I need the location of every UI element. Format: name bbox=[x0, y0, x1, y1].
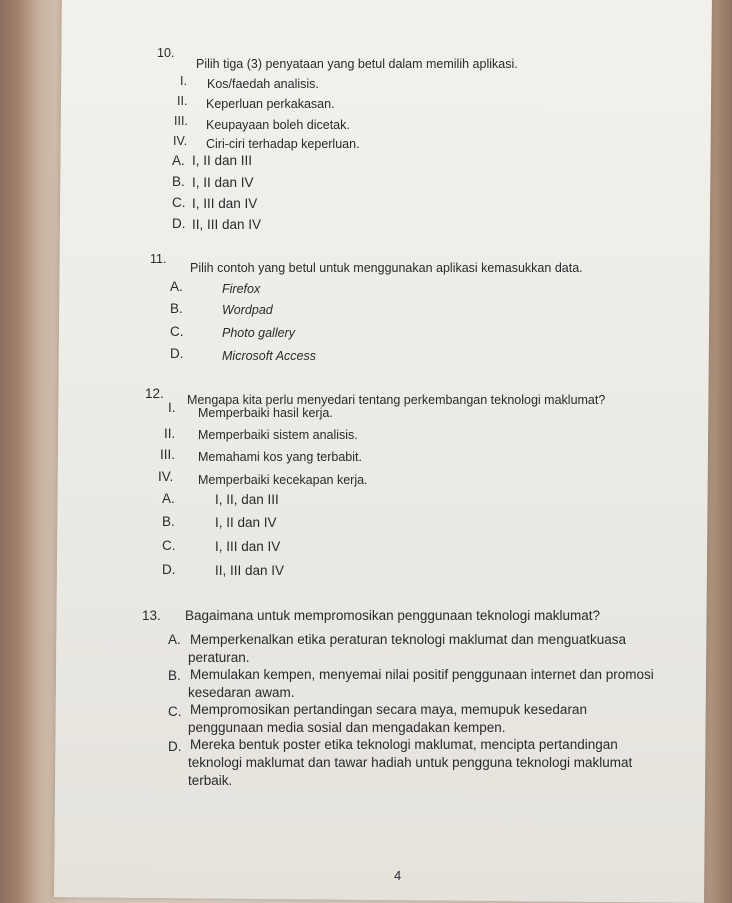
statement-label: III. bbox=[174, 114, 188, 128]
statement-label: IV. bbox=[173, 134, 188, 148]
question-text: Pilih tiga (3) penyataan yang betul dalam memilih aplikasi. bbox=[196, 57, 518, 71]
question-number: 12. bbox=[145, 386, 164, 401]
option-text-line: Memperkenalkan etika peraturan teknologi maklumat dan menguatkuasa bbox=[190, 632, 627, 647]
option-label: B. bbox=[162, 514, 175, 529]
option-text: I, III dan IV bbox=[192, 196, 258, 211]
option-text: I, II dan IV bbox=[215, 515, 277, 530]
statement-text: Keperluan perkakasan. bbox=[206, 97, 335, 111]
statement-text: Ciri-ciri terhadap keperluan. bbox=[206, 137, 360, 151]
statement-text: Memahami kos yang terbabit. bbox=[198, 450, 362, 464]
option-text-line: terbaik. bbox=[188, 773, 233, 788]
option-text: Firefox bbox=[222, 282, 261, 296]
option-label: D. bbox=[168, 739, 182, 754]
page-number: 4 bbox=[394, 868, 402, 883]
question-number: 10. bbox=[157, 46, 175, 60]
option-text: I, II, dan III bbox=[215, 492, 279, 507]
option-text: Microsoft Access bbox=[222, 349, 317, 363]
option-text-line: kesedaran awam. bbox=[188, 685, 295, 700]
option-label: C. bbox=[168, 704, 182, 719]
option-text-line: penggunaan media sosial dan mengadakan kempen. bbox=[188, 720, 506, 735]
option-text-line: teknologi maklumat dan tawar hadiah untuk pengguna teknologi maklumat bbox=[188, 755, 633, 770]
option-text-line: Mempromosikan pertandingan secara maya, memupuk kesedaran bbox=[190, 702, 587, 717]
option-label: C. bbox=[170, 324, 184, 339]
option-text: I, III dan IV bbox=[215, 539, 281, 554]
option-text: Photo gallery bbox=[222, 326, 295, 340]
statement-label: II. bbox=[177, 94, 188, 108]
option-label: A. bbox=[170, 279, 183, 294]
option-text: I, II dan IV bbox=[192, 175, 254, 190]
statement-label: III. bbox=[160, 447, 176, 462]
option-text-line: peraturan. bbox=[188, 650, 250, 665]
option-label: D. bbox=[172, 216, 186, 231]
option-label: C. bbox=[162, 538, 176, 553]
statement-text: Kos/faedah analisis. bbox=[207, 77, 319, 91]
option-label: D. bbox=[170, 346, 184, 361]
question-text: Pilih contoh yang betul untuk menggunakan aplikasi kemasukkan data. bbox=[190, 261, 583, 275]
option-label: A. bbox=[168, 632, 181, 647]
option-label: A. bbox=[172, 153, 185, 168]
option-text: II, III dan IV bbox=[215, 563, 285, 578]
statement-label: II. bbox=[164, 426, 176, 441]
statement-text: Memperbaiki sistem analisis. bbox=[198, 428, 358, 442]
question-text: Mengapa kita perlu menyedari tentang perkembangan teknologi maklumat? bbox=[187, 393, 606, 407]
statement-text: Memperbaiki kecekapan kerja. bbox=[198, 473, 368, 487]
statement-text: Keupayaan boleh dicetak. bbox=[206, 118, 350, 132]
statement-label: I. bbox=[180, 74, 187, 88]
option-label: B. bbox=[168, 668, 181, 683]
statement-label: I. bbox=[168, 400, 176, 415]
option-text-line: Mereka bentuk poster etika teknologi maklumat, mencipta pertandingan bbox=[190, 737, 618, 752]
statement-label: IV. bbox=[158, 469, 174, 484]
option-text: I, II dan III bbox=[192, 153, 253, 168]
option-text-line: Memulakan kempen, menyemai nilai positif penggunaan internet dan promosi bbox=[190, 667, 654, 682]
option-label: B. bbox=[172, 174, 185, 189]
option-label: B. bbox=[170, 301, 183, 316]
option-text: II, III dan IV bbox=[192, 217, 262, 232]
question-number: 11. bbox=[150, 252, 167, 266]
option-text: Wordpad bbox=[222, 303, 273, 317]
option-label: C. bbox=[172, 195, 186, 210]
option-label: A. bbox=[162, 491, 175, 506]
question-number: 13. bbox=[142, 608, 161, 623]
statement-text: Memperbaiki hasil kerja. bbox=[198, 406, 333, 420]
question-text: Bagaimana untuk mempromosikan penggunaan teknologi maklumat? bbox=[185, 608, 600, 623]
option-label: D. bbox=[162, 562, 176, 577]
